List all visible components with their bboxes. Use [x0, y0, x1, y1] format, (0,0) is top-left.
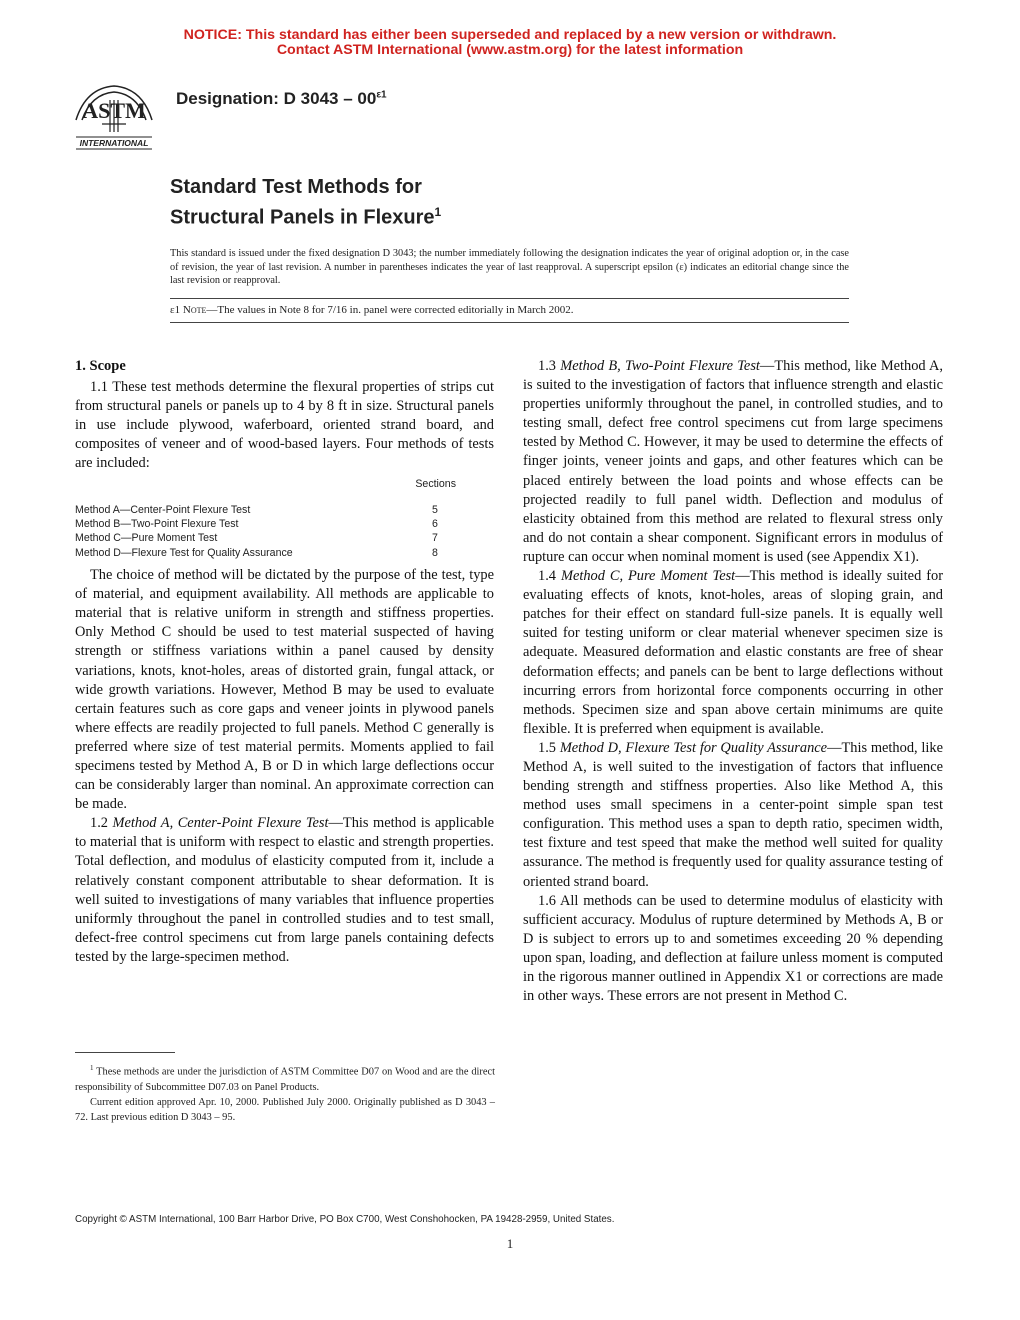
astm-logo	[66, 80, 162, 150]
paragraph-1-1-continued: The choice of method will be dictated by the purpose of the test, type of material, and equipment availability. All methods are applicable to material that is relative uniform in strength and stiffness properties. Only Method C should be used to test material suspected of having strength or stiffness variations within a panel caused by density variations, knots, knot-holes, areas of distorted grain, fungal attack, or wide growth variations. However, Method B may be used to evaluate certain features such as core gaps and veneer joints in plywood panels where effects are readily projected to full panels. Method C generally is preferred where size of test material permits. Moments applied to fail specimens tested by Method A, B or D in which large deflections occur can be considerably larger than nominal. An approximate correction can be made.	[75, 567, 494, 813]
left-column	[75, 357, 494, 967]
footnote-paragraph-1	[75, 1061, 495, 1095]
methods-row	[75, 531, 494, 545]
logo-lettering: ASTM	[82, 98, 146, 123]
method-name: Method A—Center-Point Flexure Test	[75, 503, 251, 516]
notice-line-2: Contact ASTM International (www.astm.org) for the latest information	[276, 42, 744, 58]
divider	[170, 322, 849, 323]
scope-heading: 1. Scope	[75, 358, 126, 374]
paragraph-text: —This method, like Method A, is suited to the investigation of factors that influence strength and elastic properties uniformly throughout the panel, in controlled studies, and to testing small, defect free control specimens cut from large specimens tested by Method C. However, it may be used to determine the effects of finger joints, veneer joints and gaps, and other features which can be placed entirely between the load points and whose effects can be projected readily to full panel width. Deflection and modulus of elasticity obtained from this method are related to flexural stress only and do not contain a shear component. Significant errors in modulus of rupture can occur when nominal moment is used (see Appendix X1).	[523, 358, 943, 565]
title-footnote-mark: 1	[434, 205, 442, 219]
paragraph-title: Method C, Pure Moment Test	[560, 568, 736, 585]
paragraph-number: 1.5	[538, 739, 556, 756]
paragraph-1-2	[75, 814, 494, 967]
designation-epsilon: ε1	[376, 89, 387, 101]
method-name: Method B—Two-Point Flexure Test	[75, 518, 239, 531]
copyright-line: Copyright © ASTM International, 100 Barr Harbor Drive, PO Box C700, West Conshohocken, PA 19428-2959, United States.	[75, 1214, 615, 1225]
methods-table	[75, 477, 494, 560]
methods-row	[75, 503, 494, 517]
logo-subtext: INTERNATIONAL	[79, 138, 149, 148]
page-number: 1	[506, 1236, 514, 1251]
title-line-1: Standard Test Methods for	[170, 176, 422, 198]
designation	[176, 89, 387, 109]
methods-sections-header: Sections	[415, 477, 456, 490]
right-column	[523, 357, 943, 1006]
designation-label: Designation: D 3043 – 00	[176, 89, 377, 108]
footnote	[75, 1061, 495, 1125]
paragraph-text: —This method, like Method A, is well suited to the investigation of factors that influence bending strength and stiffness properties. Also like Method A, this method uses small specimens in a center-point simple span test configuration. This method uses a span to depth ratio, specimen width, test fixture and test speed that make the method well suited for quality assurance. The method is frequently used for quality assurance testing of oriented strand board.	[523, 739, 943, 890]
paragraph-1-6: 1.6 All methods can be used to determine modulus of elasticity with sufficient accuracy. Modulus of rupture determined by Methods A, B or D is subject to errors up to and sometimes exceeding 20 % depending upon span, loading, and deflection at failure unless moment is computed in the rigorous manner outlined in Appendix X1 or corrections are made in other ways. These errors are not present in Method C.	[523, 892, 943, 1005]
editorial-note-mark: ε1	[170, 304, 181, 316]
method-section: 5	[432, 503, 438, 516]
notice-line-1: NOTICE: This standard has either been superseded and replaced by a new version or withdrawn.	[183, 27, 837, 43]
method-section: 7	[432, 532, 438, 545]
editorial-note-text: —The values in Note 8 for 7/16 in. panel were corrected editorially in March 2002.	[206, 304, 574, 316]
methods-row	[75, 546, 494, 560]
footnote-divider	[75, 1052, 175, 1053]
withdrawal-notice	[0, 28, 1020, 58]
footnote-text: These methods are under the jurisdiction of ASTM Committee D07 on Wood and are the direct responsibility of Subcommittee D07.03 on Panel Products.	[75, 1066, 495, 1093]
editorial-note-label: Note	[182, 304, 207, 316]
method-section: 6	[432, 518, 438, 531]
document-title	[170, 175, 441, 231]
paragraph-1-4	[523, 567, 943, 739]
divider	[170, 298, 849, 299]
paragraph-title: Method A, Center-Point Flexure Test	[112, 815, 329, 832]
paragraph-title: Method B, Two-Point Flexure Test	[560, 358, 760, 374]
paragraph-1-3	[523, 357, 943, 567]
paragraph-text: —This method is ideally suited for evaluating effects of knots, knot-holes, areas of sloping grain, and patches for their effect on standard full-size panels. It is equally well suited for testing uniform or clear material whenever specimen size is adequate. Measured deformation and elastic constants are free of shear deformation effects; and panels can be bent to large deflections without incurring errors from horizontal force components occurring in other methods. Specimen size and span above certain minimums are quite flexible. It is preferred when equipment is available.	[523, 568, 943, 737]
paragraph-number: 1.3	[538, 358, 556, 374]
methods-row	[75, 517, 494, 531]
title-line-2: Structural Panels in Flexure	[170, 206, 435, 229]
method-name: Method C—Pure Moment Test	[75, 532, 218, 545]
paragraph-1-5	[523, 739, 943, 892]
editorial-note	[170, 304, 849, 316]
paragraph-1-1: 1.1 These test methods determine the flexural properties of strips cut from structural panels or panels up to 4 by 8 ft in size. Structural panels in use include plywood, waferboard, oriented strand board, and composites of veneer and of wood-based layers. Four methods of tests are included:	[75, 379, 494, 472]
paragraph-text: —This method is applicable to material that is uniform with respect to elastic and strength properties. Total deflection, and modulus of elasticity computed from it, include a relatively constant component attributable to shear deformation. It is well suited to investigations of many variables that influence properties uniformly throughout the panel in controlled studies and to test small, defect-free control specimens cut from large panels containing defects tested by the large-specimen method.	[75, 815, 494, 965]
paragraph-number: 1.4	[538, 568, 556, 585]
footnote-mark: 1	[90, 1064, 94, 1072]
method-name: Method D—Flexure Test for Quality Assurance	[75, 546, 293, 559]
method-section: 8	[432, 546, 438, 559]
paragraph-title: Method D, Flexure Test for Quality Assurance	[559, 739, 828, 756]
paragraph-number: 1.2	[90, 815, 108, 832]
footnote-paragraph-2: Current edition approved Apr. 10, 2000. Published July 2000. Originally published as D 3043 – 72. Last previous edition D 3043 – 95.	[75, 1096, 495, 1124]
issuance-preamble: This standard is issued under the fixed designation D 3043; the number immediately following the designation indicates the year of original adoption or, in the case of revision, the year of last revision. A number in parentheses indicates the year of last reapproval. A superscript epsilon (ε) indicates an editorial change since the last revision or reapproval.	[170, 248, 849, 286]
